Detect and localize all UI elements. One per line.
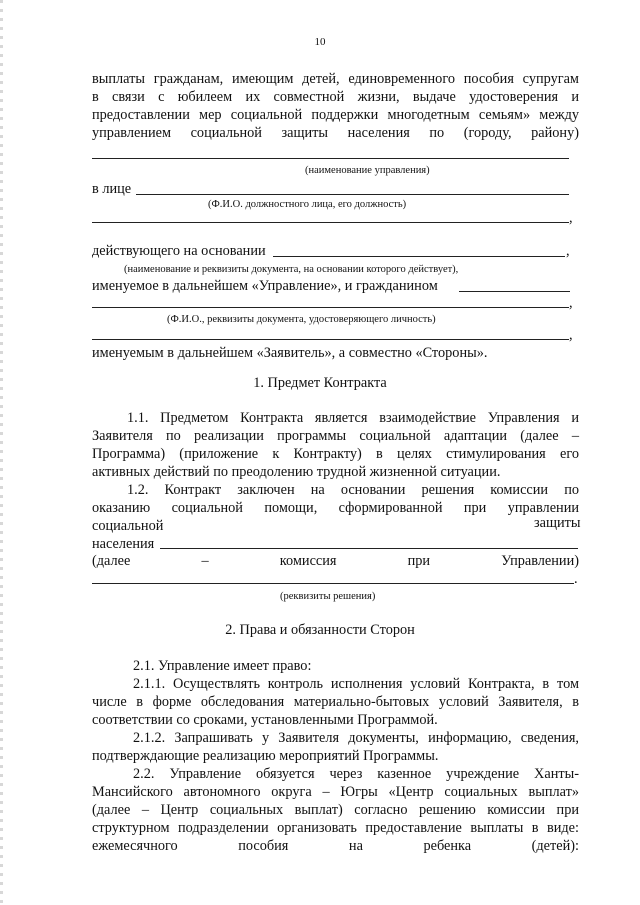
text-line: (далее – Центр социальных выплат) согласно решению комиссии при [92, 802, 579, 818]
text-line: 1.1. Предметом Контракта является взаимодействие Управления и [127, 410, 579, 426]
blank-line-basis [273, 256, 565, 257]
text-line: структурном подразделении организовать предоставление выплаты в виде: [92, 820, 579, 836]
text-line: защиты [534, 515, 581, 531]
blank-line-citizen-3 [92, 339, 569, 340]
text-line: оказанию социальной помощи, сформированной при управлении [92, 500, 579, 516]
scan-edge-artifact [0, 0, 3, 905]
text-line: социальной [92, 518, 164, 534]
text-line: Заявителя по реализации программы социальной адаптации (далее – [92, 428, 579, 444]
punct-comma: , [569, 295, 573, 311]
text-line: Мансийского автономного округа – Югры «Центр социальных выплат» [92, 784, 579, 800]
text-line: 2.1.2. Запрашивать у Заявителя документы, информацию, сведения, [133, 730, 579, 746]
section-2-title: 2. Права и обязанности Сторон [225, 622, 415, 638]
blank-line-official-2 [92, 222, 569, 223]
text-line: Программа) (приложение к Контракту) в целях стимулирования его [92, 446, 579, 462]
text-line: 1.2. Контракт заключен на основании решения комиссии по [127, 482, 579, 498]
text-line: 2.2. Управление обязуется через казенное учреждение Ханты- [133, 766, 579, 782]
page-number: 10 [314, 36, 326, 48]
caption-document: (наименование и реквизиты документа, на основании которого действует), [124, 264, 459, 275]
caption-decision: (реквизиты решения) [280, 591, 376, 602]
blank-line-citizen [459, 291, 570, 292]
blank-line-population [160, 548, 578, 549]
text-line: соответствии со сроками, установленными Программой. [92, 712, 438, 728]
text-acting: действующего на основании [92, 243, 266, 259]
caption-management: (наименование управления) [305, 165, 430, 176]
text-line: населения [92, 536, 155, 552]
text-line: активных действий по преодолению трудной жизненной ситуации. [92, 464, 501, 480]
text-v-lice: в лице [92, 181, 132, 197]
text-line: ежемесячного пособия на ребенка (детей): [92, 838, 579, 854]
text-line: (далее – комиссия при Управлении) [92, 553, 579, 569]
text-line: управлением социальной защиты населения по (городу, району) [92, 125, 579, 141]
text-named-management: именуемое в дальнейшем «Управление», и гражданином [92, 278, 438, 294]
blank-line-management [92, 158, 569, 159]
text-line: 2.1. Управление имеет право: [133, 658, 312, 674]
text-line: предоставлении мер социальной поддержки многодетным семьям» между [92, 107, 579, 123]
text-line: в связи с юбилеем их совместной жизни, выдаче удостоверения и [92, 89, 579, 105]
caption-official: (Ф.И.О. должностного лица, его должность) [208, 199, 407, 210]
section-1-title: 1. Предмет Контракта [253, 375, 387, 391]
text-line: числе в форме обследования материально-бытовых условий Заявителя, в [92, 694, 579, 710]
punct-comma: , [569, 210, 573, 226]
punct-comma: , [569, 327, 573, 343]
punct-dot: . [574, 571, 578, 587]
blank-line-official [136, 194, 569, 195]
text-named-applicant: именуемым в дальнейшем «Заявитель», а совместно «Стороны». [92, 345, 488, 361]
punct-comma: , [566, 243, 570, 259]
blank-line-citizen-2 [92, 307, 569, 308]
text-line: 2.1.1. Осуществлять контроль исполнения условий Контракта, в том [133, 676, 579, 692]
text-line: подтверждающие реализацию мероприятий Программы. [92, 748, 439, 764]
blank-line-decision [92, 583, 574, 584]
text-line: выплаты гражданам, имеющим детей, единовременного пособия супругам [92, 71, 579, 87]
caption-fio-id: (Ф.И.О., реквизиты документа, удостоверяющего личность) [167, 314, 436, 325]
